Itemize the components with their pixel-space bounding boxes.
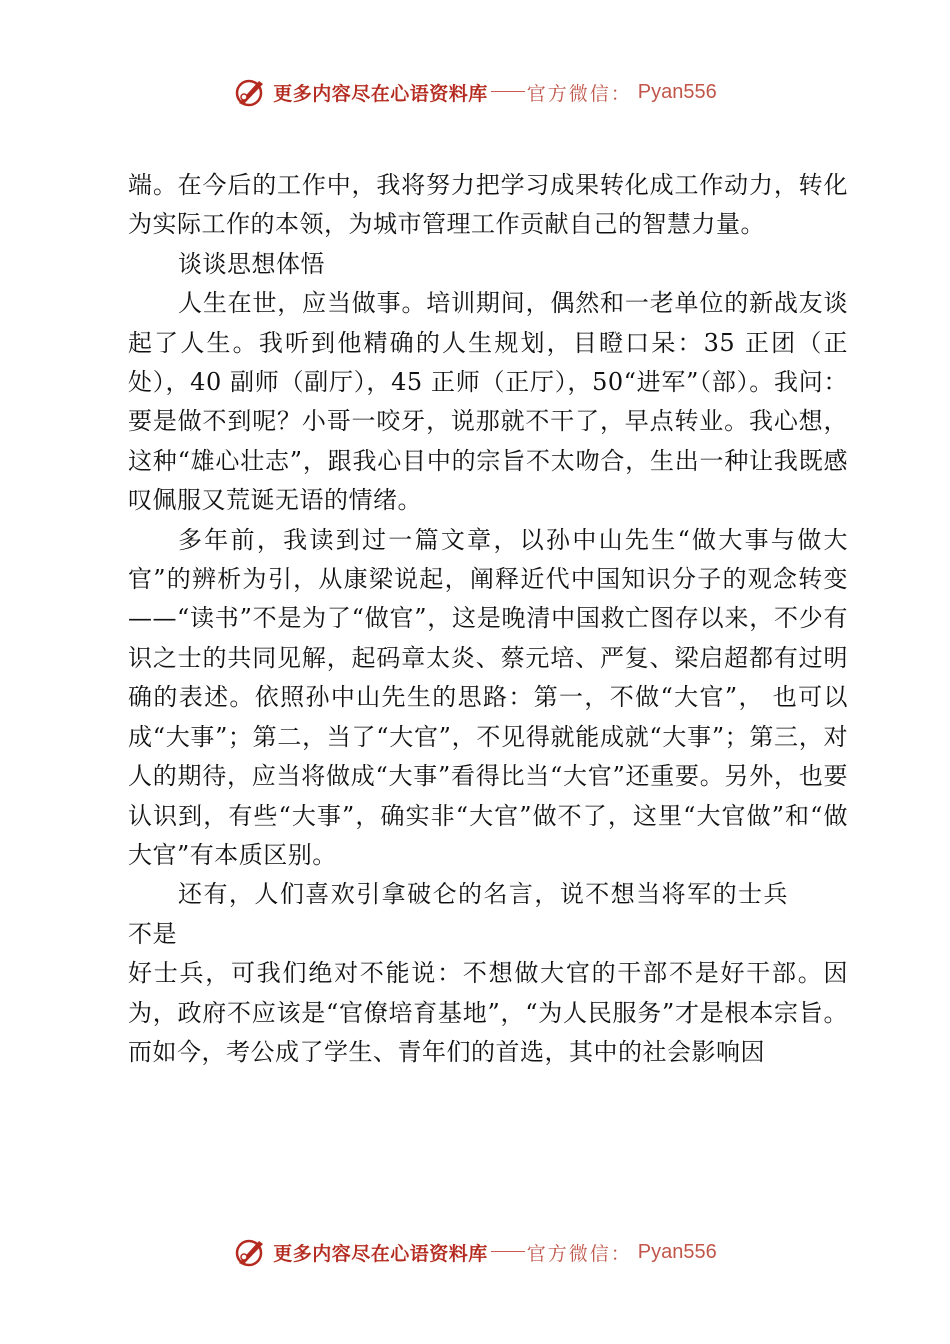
paragraph: 多年前，我读到过一篇文章，以孙中山先生“做大事与做大官”的辨析为引，从康梁说起，阐释近代中国知识分子的观念转变——“读书”不是为了“做官”，这是晚清中国救亡图存以来，不少有识之士的共同见解，起码章太炎、蔡元培、严复、梁启超都有过明确的表述。依照孙中山先生的思路：第一，不做“大官”， 也可以成“大事”；第二，当了“大官”，不见得就能成就“大事”；第三，对人的期待，应当将做成“大事”看得比当“大官”还重要。另外，也要认识到，有些“大事”，确实非“大官”做不了，这里“大官做”和“做大官”有本质区别。 — [128, 525, 848, 869]
pen-ring-logo-icon — [233, 75, 267, 109]
banner-contact-text: 官方微信： — [526, 1242, 632, 1265]
banner-dash — [491, 1251, 525, 1252]
pen-ring-logo-icon — [233, 1235, 267, 1269]
banner-dash — [491, 91, 525, 92]
banner-main-text: 更多内容尽在心语资料库 — [273, 1242, 488, 1265]
banner-main-text: 更多内容尽在心语资料库 — [273, 82, 488, 105]
banner-wechat-id: Pyan556 — [637, 80, 717, 103]
paragraph: 还有，人们喜欢引拿破仑的名言，说不想当将军的士兵不是 — [128, 880, 788, 948]
banner-contact-text: 官方微信： — [526, 82, 632, 105]
section-heading: 谈谈思想体悟 — [178, 249, 325, 278]
paragraph-continuation: 端。在今后的工作中，我将努力把学习成果转化成工作动力，转化为实际工作的本领，为城市管理工作贡献自己的智慧力量。 — [128, 171, 848, 239]
banner-wechat-id: Pyan556 — [637, 1240, 717, 1263]
header-banner — [0, 72, 950, 112]
footer-banner — [0, 1232, 950, 1272]
paragraph: 人生在世，应当做事。培训期间，偶然和一老单位的新战友谈起了人生。我听到他精确的人生规划，目瞪口呆：35 正团（正处），40 副师（副厅），45 正师（正厅），50“进军”（部）。我问：要是做不到呢？小哥一咬牙，说那就不干了，早点转业。我心想， 这种“雄心壮志”，跟我心目中的宗旨不太吻合，生出一种让我既感叹佩服又荒诞无语的情绪。 — [128, 289, 848, 515]
paragraph: 好士兵，可我们绝对不能说：不想做大官的干部不是好干部。因为，政府不应该是“官僚培育基地”，“为人民服务”才是根本宗旨。而如今，考公成了学生、青年们的首选，其中的社会影响因 — [128, 959, 848, 1066]
document-body — [128, 166, 848, 1072]
